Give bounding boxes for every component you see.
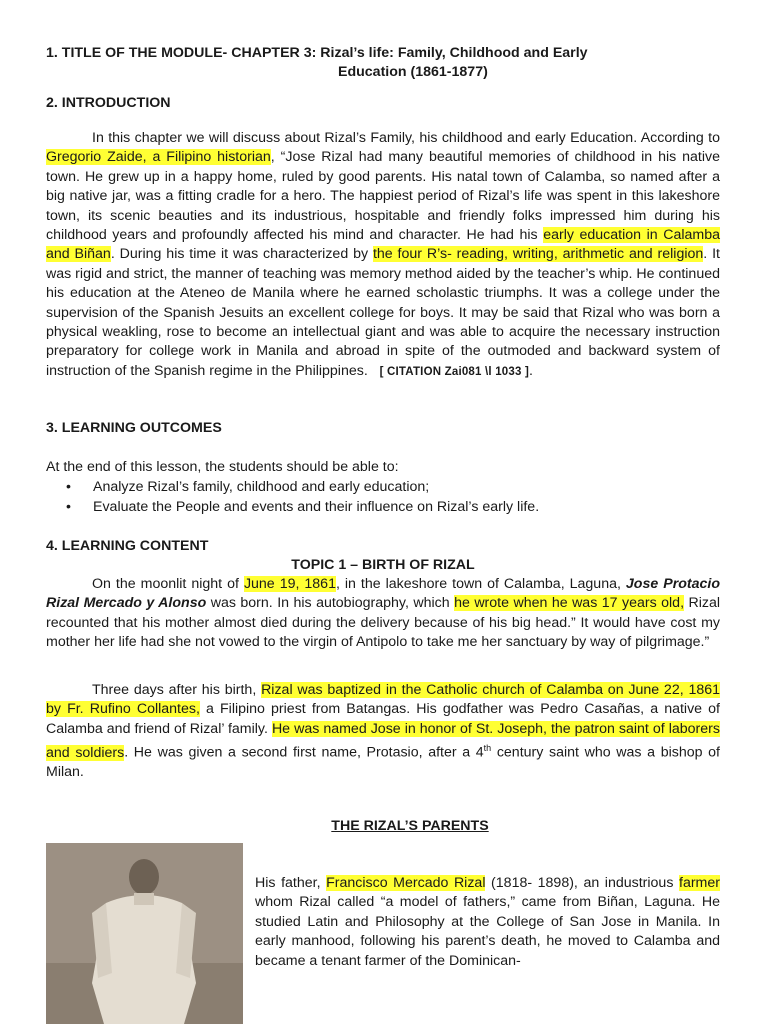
- highlight: Francisco Mercado Rizal: [326, 875, 486, 891]
- highlight: farmer: [679, 875, 720, 891]
- outcomes-lead: At the end of this lesson, the students should be able to:: [46, 459, 399, 475]
- list-item: • Evaluate the People and events and their influence on Rizal’s early life.: [66, 499, 540, 515]
- highlight: early education in Calamba and Biñan: [46, 227, 720, 263]
- bullet: •: [66, 479, 71, 495]
- highlight: he wrote when he was 17 years old,: [454, 595, 685, 612]
- portrait-figure: [46, 843, 243, 1024]
- outcomes-heading: 3. LEARNING OUTCOMES: [46, 420, 222, 436]
- highlight: Gregorio Zaide, a Filipino historian: [46, 149, 271, 166]
- highlight: June 19, 1861: [243, 576, 336, 592]
- module-title: [46, 44, 720, 83]
- title-line-1: 1. TITLE OF THE MODULE- CHAPTER 3: Rizal’s life: Family, Childhood and Early: [46, 45, 588, 61]
- list-item: • Analyze Rizal’s family, childhood and early education;: [66, 479, 430, 495]
- baptism-paragraph: Three days after his birth, Rizal was baptized in the Catholic church of Calamba on June 22, 1861 by Fr. Rufino Collantes, a Filipino priest from Batangas. His godfather was Pedro Casañas, a native of Calamba and friend of Rizal’ family. He was named Jose in honor of St. Joseph, the patron saint of laborers and soldiers. He was given a second first name, Protasio, after a 4th century saint who was a bishop of Milan.: [46, 682, 721, 781]
- highlight: the four R’s- reading, writing, arithmetic and religion: [372, 246, 704, 263]
- full-name: Jose Protacio Rizal Mercado y Alonso: [46, 576, 720, 612]
- outcomes-list: [46, 477, 720, 517]
- topic-heading: TOPIC 1 – BIRTH OF RIZAL: [291, 557, 475, 573]
- highlight: Rizal was baptized in the Catholic church of Calamba on June 22, 1861 by Fr. Rufino Collantes,: [46, 682, 721, 718]
- parents-heading: THE RIZAL’S PARENTS: [331, 818, 489, 834]
- father-paragraph: His father, Francisco Mercado Rizal (1818- 1898), an industrious farmer whom Rizal called “a model of fathers,” came from Biñan, Laguna. He studied Latin and Philosophy at the College of San Jose in Manila. In early manhood, following his parent’s death, he moved to Calamba and became a tenant farmer of the Dominican-: [255, 875, 720, 969]
- content-heading: 4. LEARNING CONTENT: [46, 538, 209, 554]
- citation: [ CITATION Zai081 \l 1033 ]: [379, 365, 530, 378]
- title-line-2: Education (1861-1877): [338, 64, 488, 81]
- birth-paragraph: On the moonlit night of June 19, 1861, in the lakeshore town of Calamba, Laguna, Jose Protacio Rizal Mercado y Alonso was born. In his autobiography, which he wrote when he was 17 years old, Rizal recounted that his mother almost died during the delivery because of his big head.” It would have cost my mother her life had she not vowed to the virgin of Antipolo to take me her sanctuary by way of pilgrimage.”: [46, 576, 721, 651]
- intro-heading: 2. INTRODUCTION: [46, 95, 171, 111]
- intro-paragraph: In this chapter we will discuss about Rizal’s Family, his childhood and early Education. According to Gregorio Zaide, a Filipino historian, “Jose Rizal had many beautiful memories of childhood in his native town. He grew up in a happy home, ruled by good parents. His natal town of Calamba, so named after a big native jar, was a fitting cradle for a hero. The happiest period of Rizal’s life was spent in this lakeshore town, its scenic beauties and its industrious, hospitable and friendly folks impressed him during his childhood years and profoundly affected his mind and character. He had his early education in Calamba and Biñan. During his time it was characterized by the four R’s- reading, writing, arithmetic and religion. It was rigid and strict, the manner of teaching was memory method aided by the teacher’s whip. He continued his education at the Ateneo de Manila where he earned scholastic triumphs. It was a college under the supervision of the Spanish Jesuits an excellent college for boys. It may be said that Rizal who was born a physical weakling, rose to become an intellectual giant and was able to acquire the necessary instruction preparatory for college work in Manila and abroad in spite of the outmoded and backward system of instruction of the Spanish regime in the Philippines. [ CITATION Zai081 \l 1033 ].: [46, 130, 721, 379]
- francisco-rizal-photo: [46, 843, 243, 1024]
- bullet: •: [66, 499, 71, 515]
- highlight: He was named Jose in honor of St. Joseph, the patron saint of laborers and soldiers: [46, 720, 720, 761]
